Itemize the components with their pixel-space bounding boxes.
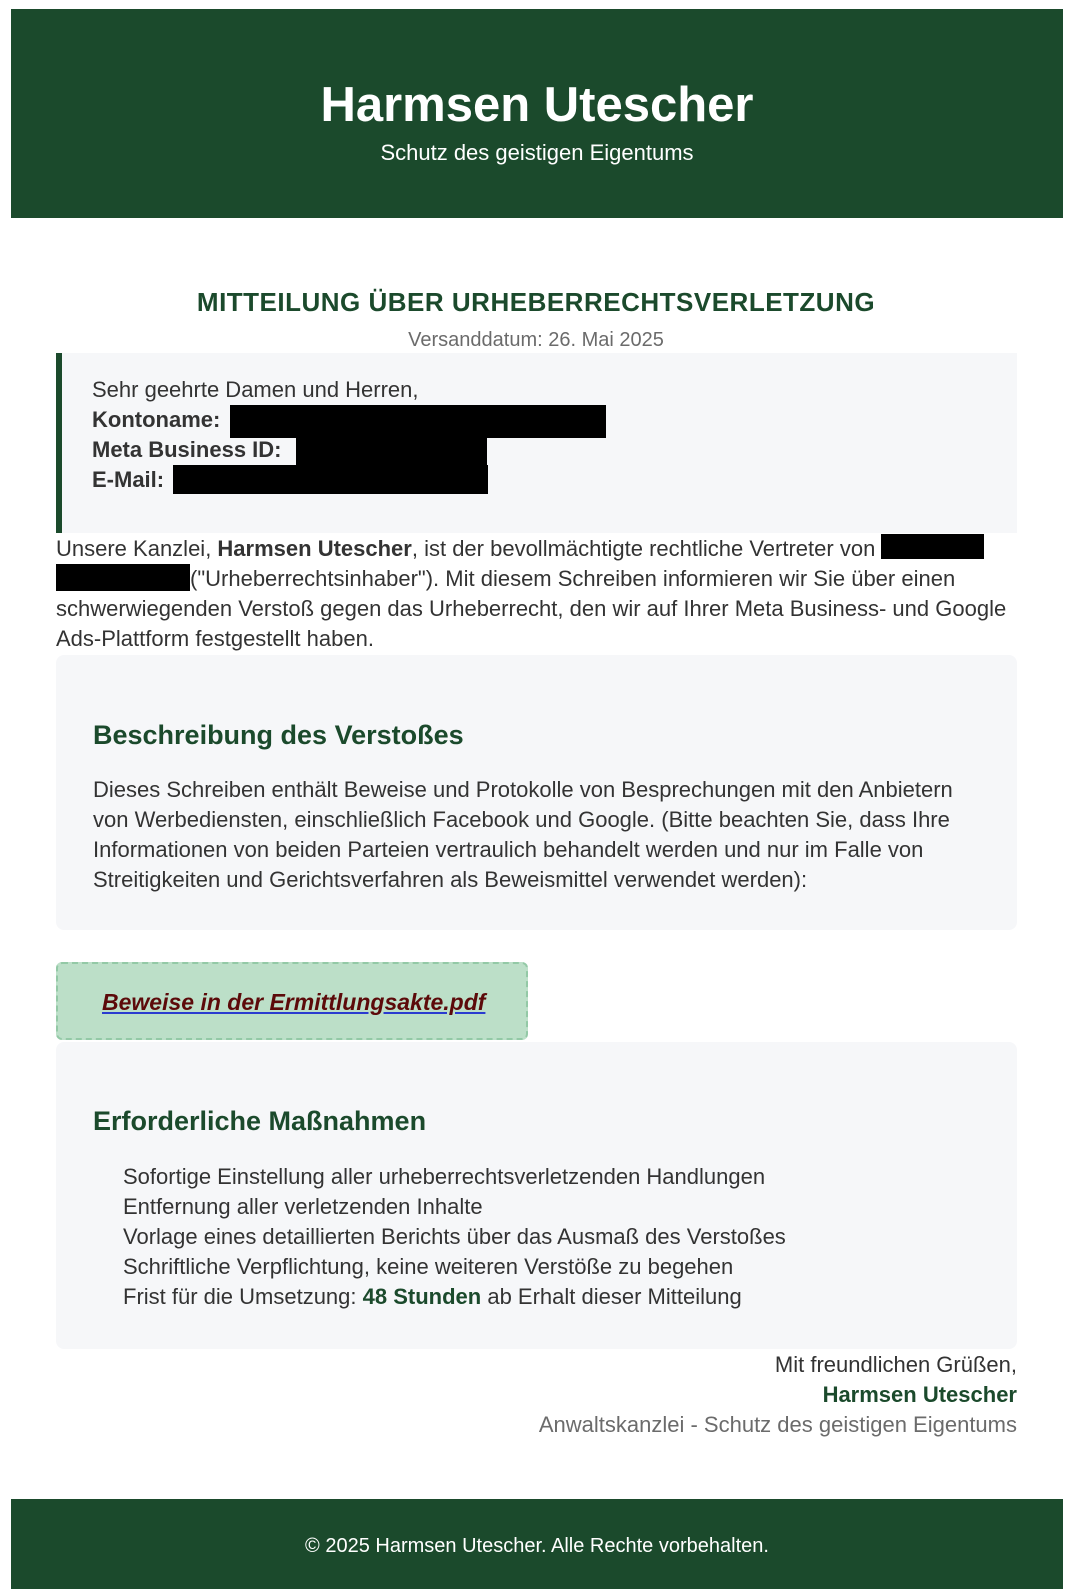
- violation-text: Dieses Schreiben enthält Beweise und Protokolle von Besprechungen mit den Anbietern von Werbediensten, einschließlich Facebook und Google. (Bitte beachten Sie, dass Ihre Informationen von beiden Parteien vertraulich behandelt werden und nur im Falle von Streitigkeiten und Gerichtsverfahren als Beweismittel verwendet werden):: [93, 777, 953, 892]
- intro-firm-name: Harmsen Utescher: [217, 536, 412, 561]
- action-item: Schriftliche Verpflichtung, keine weiteren Verstöße zu begehen: [123, 1254, 734, 1279]
- action-item: Sofortige Einstellung aller urheberrechtsverletzenden Handlungen: [123, 1164, 766, 1189]
- footer-copyright: © 2025 Harmsen Utescher. Alle Rechte vorbehalten.: [305, 1535, 769, 1557]
- actions-list: [123, 1162, 786, 1312]
- signoff-firm: Harmsen Utescher: [822, 1382, 1017, 1407]
- attachment-box: [56, 962, 528, 1040]
- meta-business-id-label: Meta Business ID:: [92, 437, 282, 462]
- intro-middle: , ist der bevollmächtigte rechtliche Vertreter von: [411, 536, 882, 561]
- recipient-box: [56, 353, 1017, 533]
- intro-paragraph: [56, 534, 1021, 654]
- intro-rest: ("Urheberrechtsinhaber"). Mit diesem Schreiben informieren wir Sie über einen schwerwiegenden Verstoß gegen das Urheberrecht, den wir auf Ihrer Meta Business- und Google Ads-Plattform festgestellt haben.: [56, 566, 1007, 651]
- actions-heading: Erforderliche Maßnahmen: [93, 1106, 427, 1136]
- deadline-suffix: ab Erhalt dieser Mitteilung: [481, 1284, 742, 1309]
- notice-title: MITTEILUNG ÜBER URHEBERRECHTSVERLETZUNG: [196, 287, 876, 317]
- required-actions-box: [56, 1042, 1017, 1349]
- evidence-pdf-link[interactable]: Beweise in der Ermittlungsakte.pdf: [102, 989, 486, 1015]
- send-date: Versanddatum: 26. Mai 2025: [408, 329, 664, 351]
- violation-description-box: [56, 655, 1017, 930]
- account-name-label: Kontoname:: [92, 407, 221, 432]
- deadline-prefix: Frist für die Umsetzung:: [123, 1284, 363, 1309]
- account-name-row: [92, 405, 606, 438]
- firm-tagline: Schutz des geistigen Eigentums: [380, 140, 694, 165]
- violation-heading: Beschreibung des Verstoßes: [93, 720, 464, 750]
- client-name-redaction-2: [56, 564, 190, 591]
- letter-footer: [11, 1499, 1063, 1589]
- intro-prefix: Unsere Kanzlei,: [56, 536, 218, 561]
- email-row: [92, 465, 488, 495]
- action-item: Vorlage eines detaillierten Berichts über das Ausmaß des Verstoßes: [123, 1224, 786, 1249]
- client-name-redaction-1: [881, 534, 984, 559]
- account-name-redaction: [230, 405, 606, 438]
- firm-brand-title: Harmsen Utescher: [320, 78, 754, 132]
- salutation: Sehr geehrte Damen und Herren,: [92, 377, 419, 402]
- signoff-greeting: Mit freundlichen Grüßen,: [774, 1352, 1017, 1377]
- email-redaction: [173, 465, 488, 494]
- email-label: E-Mail:: [92, 467, 165, 492]
- action-item: Entfernung aller verletzenden Inhalte: [123, 1194, 483, 1219]
- action-deadline-item: [123, 1282, 786, 1312]
- letter-header: [11, 9, 1063, 218]
- deadline-value: 48 Stunden: [362, 1284, 482, 1309]
- signoff-description: Anwaltskanzlei - Schutz des geistigen Eigentums: [538, 1412, 1017, 1437]
